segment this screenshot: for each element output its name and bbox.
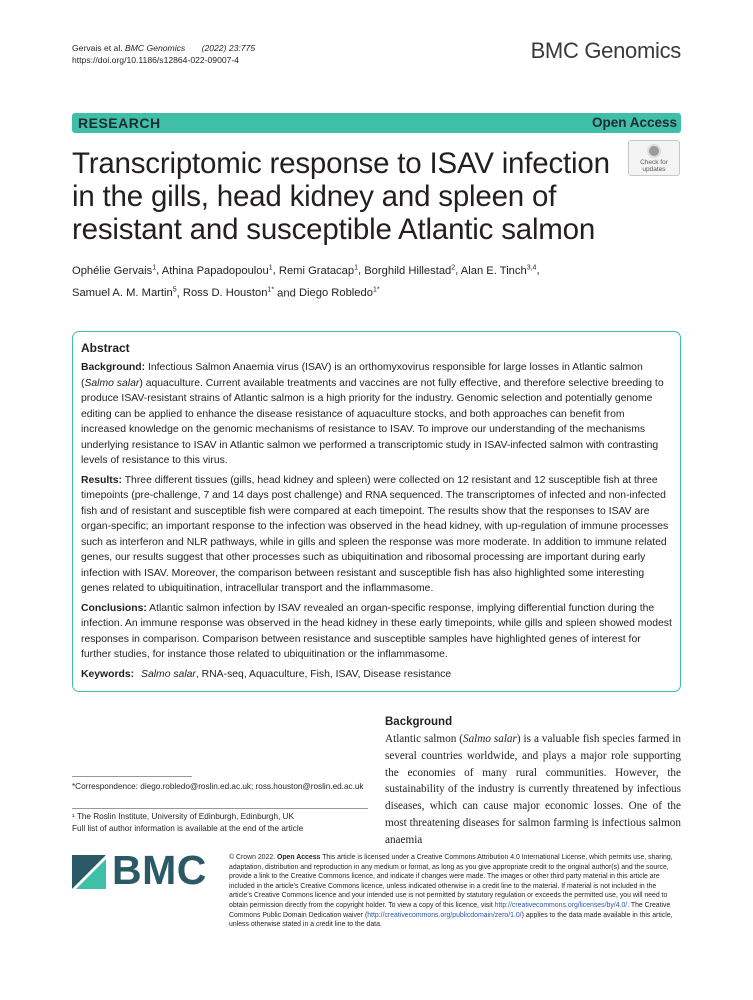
abstract-box — [72, 331, 681, 692]
author[interactable]: Diego Robledo$^{1*}$ — [298, 286, 380, 300]
author[interactable]: Borghild Hillestad$^2$ — [364, 264, 456, 277]
citation-header — [72, 42, 255, 66]
doi-link[interactable]: https://doi.org/10.1186/s12864-022-09007-4 — [72, 55, 240, 65]
citation-journal: BMC Genomics — [125, 43, 186, 53]
author[interactable]: Alan E. Tinch$^{3,4}$ — [460, 264, 537, 277]
bmc-logo-icon — [72, 855, 106, 889]
license-text: © Crown 2022. Open Access This article is licensed under a Creative Commons Attribution 4.0 International License, which permits use, sharing, adaptation, distribution and reproduction in any medium or format, as long as you give appropriate credit to the original author(s) and the source, provide a link to the Creative Commons licence, and indicate if changes were made. The images or other third party material in this article are included in the article's Creative Commons licence, unless indicated otherwise in a credit line to the material. If material is not included in the article's Creative Commons licence and your intended use is not permitted by statutory regulation or exceeds the permitted use, you will need to obtain permission directly from the copyright holder. To view a copy of this licence, visit http://creativecommons.org/licenses/by/4.0/. The Creative Commons Public Domain Dedication waiver (http://creativecommons.org/publicdomain/zero/1.0/) applies to the data made available in this article, unless otherwise stated in a credit line to the data. — [229, 854, 673, 929]
abstract-background: Background: Infectious Salmon Anaemia virus (ISAV) is an orthomyxovirus responsible for large losses in Atlantic salmon (Salmo salar) aquaculture. Current available treatments and vaccines are not fully effective, and therefore selective breeding to produce ISAV-resistant strains of Atlantic salmon is a high priority for the industry. Genomic selection and potentially genome editing can be applied to enhance the disease resistance of aquaculture stocks, and both approaches can benefit from increased knowledge on the genomic mechanisms of resistance to ISAV. To improve our understanding of the mechanisms underlying resistance to ISAV in Atlantic salmon we performed a transcriptomic study in ISAV-infected salmon with contrasting levels of resistance to this virus. — [81, 362, 664, 466]
check-for-updates-badge[interactable] — [628, 140, 680, 176]
full-list-note: Full list of author information is available at the end of the article — [72, 823, 304, 833]
citation-line — [72, 42, 255, 54]
footnote-divider — [72, 776, 192, 777]
article-type: RESEARCH — [78, 115, 161, 131]
abstract-keywords: Keywords: Salmo salar, RNA-seq, Aquaculture, Fish, ISAV, Disease resistance — [81, 668, 452, 680]
bmc-logo-text: BMC — [112, 847, 207, 893]
public-domain-link[interactable]: http://creativecommons.org/publicdomain/zero/1.0/ — [367, 911, 522, 919]
affiliation-text: ¹ The Roslin Institute, University of Edinburgh, Edinburgh, UK — [72, 812, 294, 821]
footnote-divider — [72, 808, 368, 809]
check-for-updates-label: Check for updates — [640, 159, 668, 173]
abstract-results: Results: Three different tissues (gills, head kidney and spleen) were collected on 12 resistant and 12 susceptible fish at three timepoints (pre-challenge, 7 and 14 days post challenge) and RNA sequenced. The transcriptomes of infected and non-infected fish and of resistant and susceptible fish were compared at each timepoint. The results show that the responses to ISAV are organ-specific; an important response to the infection was observed in the head kidney, with up-regulation of immune processes such as interferon and NLR pathways, while in gills and spleen the response was more moderate. In addition to immune related genes, our results suggest that other processes such as ubiquitination and ribosomal processing are important during early infection with ISAV. Moreover, the comparison between resistant and susceptible fish has also highlighted some interesting genes related to ubiquitination, intracellular transport and the inflammasome. — [81, 474, 669, 594]
correspondence-footnote: *Correspondence: diego.robledo@roslin.ed.ac.uk; ross.houston@roslin.ed.ac.uk — [72, 782, 364, 791]
citation-authors: Gervais et al. — [72, 43, 123, 53]
background-text: Atlantic salmon (Salmo salar) is a valuable fish species farmed in several countries worldwide, and plays a major role supporting the economies of many rural communities. However, the sustainability of the industry is currently threatened by infectious diseases, which can cause major economic losses. One of the most threatening diseases for salmon farming is infectious salmon anaemia — [385, 733, 681, 846]
affiliation-footnote — [72, 811, 368, 834]
author[interactable]: Ross D. Houston$^{1*}$ — [182, 286, 275, 300]
abstract-conclusions: Conclusions: Atlantic salmon infection by ISAV revealed an organ-specific response, implying differential function during the infection. An immune response was observed in the head kidney in these early timepoints, while gills and spleen showed modest responses in comparison. Comparison between resistance and susceptible samples have highlighted genes of interest for further studies, for instance those related to ubiquitination or the inflammasome. — [81, 602, 672, 660]
citation-year: (2022) 23:775 — [201, 43, 256, 53]
background-heading: Background — [385, 716, 453, 728]
bookmark-icon — [647, 144, 661, 158]
abstract-heading: Abstract — [81, 341, 130, 355]
open-access-label: Open Access — [591, 115, 677, 130]
author[interactable]: Samuel A. M. Martin$^5$ — [72, 286, 177, 300]
author-list: Ophélie Gervais$^1$, Athina Papadopoulou$^1$, Remi Gratacap$^1$, Borghild Hillestad$^2$, Alan E. Tinch$^{3,4}$, Samuel A. M. Martin$^5$, Ross D. Houston$^{1*}$ and Diego Robledo$^{1*}$ — [72, 264, 540, 300]
author[interactable]: Ophélie Gervais$^1$ — [72, 264, 157, 277]
license-link[interactable]: http://creativecommons.org/licenses/by/4.0/ — [494, 901, 628, 909]
author[interactable]: Athina Papadopoulou$^1$ — [161, 264, 273, 277]
article-title: Transcriptomic response to ISAV infection in the gills, head kidney and spleen of resistant and susceptible Atlantic salmon — [72, 147, 610, 246]
journal-name: BMC Genomics — [530, 38, 681, 63]
author[interactable]: Remi Gratacap$^1$ — [278, 264, 358, 277]
article-type-banner — [72, 113, 681, 133]
